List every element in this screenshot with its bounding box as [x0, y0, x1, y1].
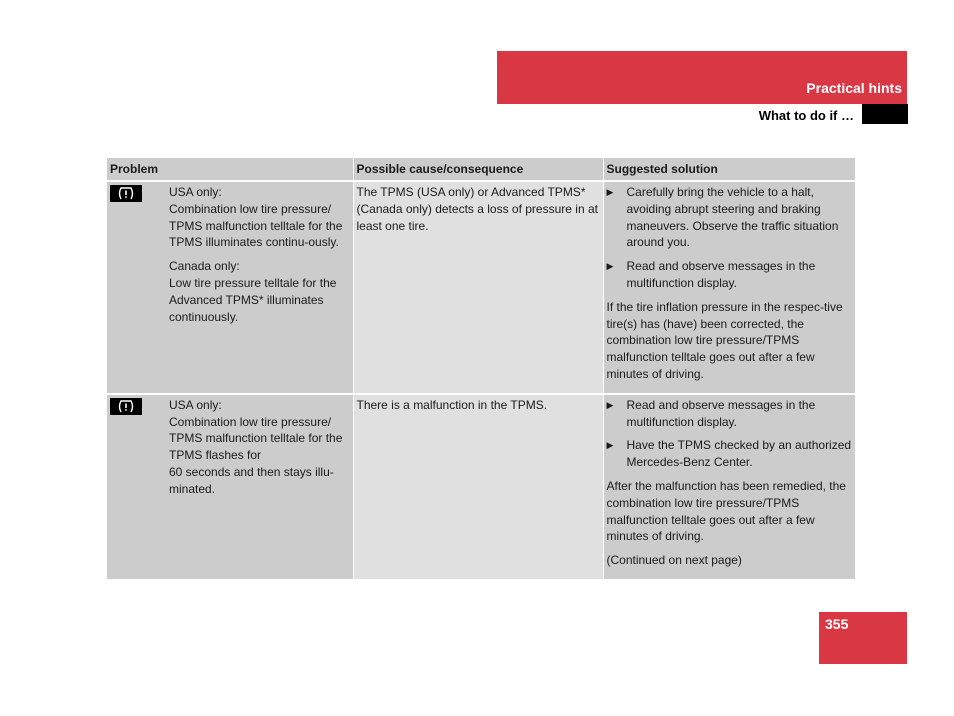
bullet-arrow-icon: ▶	[606, 440, 614, 451]
bullet-arrow-icon: ▶	[606, 187, 614, 197]
column-header-problem: Problem	[107, 158, 353, 181]
problem-cell	[107, 394, 353, 580]
solution-step	[607, 437, 853, 471]
solution-step-text: Carefully bring the vehicle to a halt, avoiding abrupt steering and braking maneuvers. Observe the traffic situation around you.	[626, 185, 839, 250]
cause-text: The TPMS (USA only) or Advanced TPMS* (Canada only) detects a loss of pressure in at least one tire.	[356, 185, 598, 233]
problem-cell	[107, 181, 353, 394]
solution-step-text: Read and observe messages in the multifunction display.	[626, 259, 816, 290]
solution-note: If the tire inflation pressure in the respec-tive tire(s) has (have) been corrected, the combination low tire pressure/TPMS malfunction telltale goes out after a few minutes of driving.	[606, 299, 843, 381]
solution-step	[607, 184, 853, 251]
table-row	[107, 181, 855, 394]
solution-step-text: Have the TPMS checked by an authorized Mercedes-Benz Center.	[626, 438, 852, 470]
section-title: Practical hints	[806, 80, 902, 96]
cause-cell	[353, 394, 603, 580]
problem-text: USA only: Combination low tire pressure/ TPMS malfunction telltale for the TPMS illuminates continu-ously.	[169, 185, 343, 250]
header-band	[497, 51, 907, 104]
table-row	[107, 394, 855, 580]
tpms-warning-icon	[110, 398, 142, 415]
troubleshooting-table	[107, 158, 855, 581]
solution-step-text: Read and observe messages in the multifunction display.	[626, 397, 816, 429]
solution-step	[607, 258, 853, 292]
subsection-title: What to do if …	[758, 108, 854, 123]
solution-step	[607, 397, 853, 431]
solution-cell	[603, 394, 855, 580]
cause-text: There is a malfunction in the TPMS.	[356, 397, 548, 412]
bullet-arrow-icon: ▶	[606, 399, 614, 410]
tpms-warning-icon	[110, 185, 142, 202]
solution-cell	[603, 181, 855, 394]
column-header-solution: Suggested solution	[603, 158, 855, 181]
problem-text: USA only: Combination low tire pressure/ TPMS malfunction telltale for the TPMS flashes for 60 seconds and then stays illu-minated.	[169, 397, 343, 496]
subsection-tab	[862, 104, 908, 124]
table-header-row	[107, 158, 855, 181]
bullet-arrow-icon: ▶	[606, 261, 614, 272]
column-header-cause: Possible cause/consequence	[353, 158, 603, 181]
page-number: 355	[825, 616, 849, 632]
cause-cell	[353, 181, 603, 394]
problem-text: Canada only: Low tire pressure telltale for the Advanced TPMS* illuminates continuously.	[169, 259, 337, 324]
solution-note: (Continued on next page)	[606, 553, 742, 568]
solution-note: After the malfunction has been remedied, the combination low tire pressure/TPMS malfunction telltale goes out after a few minutes of driving.	[606, 478, 846, 544]
